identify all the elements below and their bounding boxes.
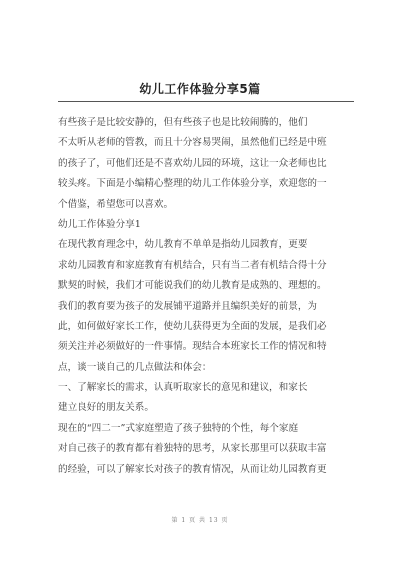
body-line: 须关注并必须做好的一件事情。现结合本班家长工作的情况和特 [58, 341, 327, 353]
body-line: 默契的时候，我们才可能说我们的幼儿教育是成熟的、理想的。 [58, 280, 327, 292]
page-number-footer: 第 1 页 共 13 页 [171, 517, 229, 524]
body-line: 的经验，可以了解家长对孩子的教育情况，从而让幼儿园教育更 [58, 463, 327, 475]
body-line: 较头疼。下面是小编精心整理的幼儿工作体验分享，欢迎您的一 [58, 178, 327, 190]
body-line: 的孩子了，可他们还是不喜欢幼儿园的环境，这让一众老师也比 [58, 157, 327, 169]
body-line: 求幼儿园教育和家庭教育有机结合，只有当二者有机结合得十分 [58, 259, 327, 271]
body-line: 我们的教育要为孩子的发展铺平道路并且编织美好的前景，为 [58, 300, 318, 312]
body-line: 不太听从老师的管教，而且十分容易哭闹，虽然他们已经是中班 [58, 137, 327, 149]
title-divider [58, 101, 354, 102]
body-line: 建立良好的朋友关系。 [58, 402, 154, 414]
body-line: 现在的“四二一”式家庭塑造了孩子独特的个性，每个家庭 [58, 422, 299, 434]
body-line: 个借鉴，希望您可以喜欢。 [58, 198, 174, 210]
body-line: 一、了解家长的需求，认真听取家长的意见和建议，和家长 [58, 382, 308, 394]
document-body [58, 113, 354, 480]
body-line: 此，如何做好家长工作，使幼儿获得更为全面的发展，是我们必 [58, 320, 327, 332]
body-line: 对自己孩子的教育都有着独特的思考，从家长那里可以获取丰富 [58, 443, 327, 455]
body-line: 有些孩子是比较安静的，但有些孩子也是比较闹腾的，他们 [58, 117, 308, 128]
body-line: 点，谈一谈自己的几点做法和体会： [58, 361, 212, 373]
section-heading: 幼儿工作体验分享1 [58, 218, 141, 230]
body-line: 在现代教育理念中，幼儿教育不单单是指幼儿园教育，更要 [58, 239, 308, 251]
document-title: 幼儿工作体验分享5篇 [139, 82, 261, 96]
